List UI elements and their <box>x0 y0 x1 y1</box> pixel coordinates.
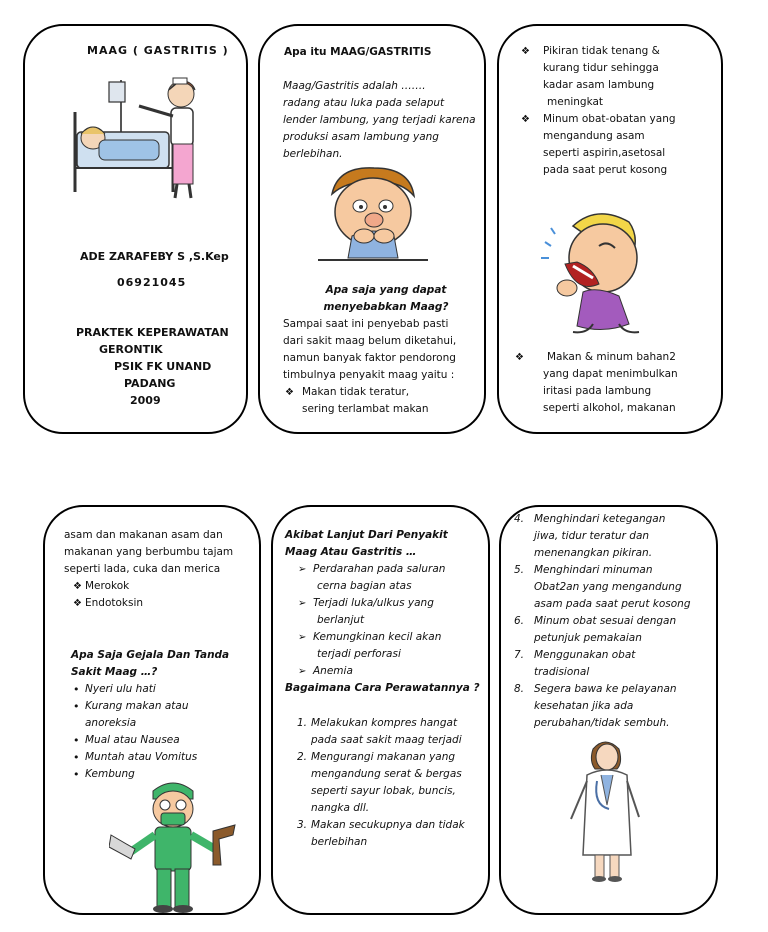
care-number: 7. <box>514 649 525 661</box>
care-warm-compress: Melakukan kompres hangat pada saat sakit maag terjadi <box>311 717 462 746</box>
care-avoid-acidic-drinks: Menghindari minuman Obat2an yang mengandung asam pada saat perut kosong <box>534 564 691 610</box>
org-line-3: PSIK FK UNAND <box>114 360 212 373</box>
complication-bleeding: Perdarahan pada saluran cerna bagian atas <box>313 563 446 592</box>
diamond-bullet-icon: ❖ <box>521 114 530 125</box>
panel-symptoms <box>43 505 261 915</box>
diamond-bullet-icon: ❖ <box>73 581 82 592</box>
care-number: 3. <box>297 819 308 831</box>
arrow-bullet-icon: ➢ <box>298 632 307 643</box>
symptom-bloating: Kembung <box>85 768 135 780</box>
author-name: ADE ZARAFEBY S ,S.Kep <box>80 250 229 263</box>
cause-endotoxin: Endotoksin <box>85 597 144 609</box>
org-line-4: PADANG <box>124 377 176 390</box>
cause-smoking: Merokok <box>85 580 130 592</box>
care-avoid-stress: Menghindari ketegangan jiwa, tidur teratur dan menenangkan pikiran. <box>534 513 666 559</box>
care-number: 2. <box>297 751 308 763</box>
sick-man-illustration <box>318 164 428 264</box>
org-line-2: GERONTIK <box>99 343 163 356</box>
care-heading: Bagaimana Cara Perawatannya ? <box>285 682 480 694</box>
complication-ulcer: Terjadi luka/ulkus yang berlanjut <box>313 597 434 626</box>
symptom-anorexia: anoreksia <box>85 717 137 729</box>
cause-irregular-eating: Makan tidak teratur, sering terlambat makan <box>302 386 429 415</box>
complications-heading-line1: Akibat Lanjut Dari Penyakit <box>285 529 448 541</box>
panel-care-continued <box>499 505 718 915</box>
care-number: 6. <box>514 615 525 627</box>
doctor-illustration <box>567 735 647 885</box>
care-eat-moderately: Makan secukupnya dan tidak berlebihan <box>311 819 465 848</box>
arrow-bullet-icon: ➢ <box>298 564 307 575</box>
care-number: 4. <box>514 513 525 525</box>
bullet-dot: • <box>73 768 80 781</box>
care-number: 1. <box>297 717 308 729</box>
crying-man-illustration <box>533 206 653 336</box>
care-reduce-fiber: Mengurangi makanan yang mengandung serat & bergas seperti sayur lobak, buncis, nangka dll. <box>311 751 462 814</box>
panel-definition <box>258 24 486 434</box>
bullet-dot: • <box>73 683 80 696</box>
bullet-dot: • <box>73 751 80 764</box>
causes-question-line2: menyebabkan Maag? <box>323 301 449 313</box>
care-number: 8. <box>514 683 525 695</box>
student-id: 06921045 <box>117 276 187 289</box>
org-line-1: PRAKTEK KEPERAWATAN <box>76 326 229 339</box>
panel-cover <box>23 24 248 434</box>
symptom-nausea: Mual atau Nausea <box>85 734 180 746</box>
bullet-dot: • <box>73 700 80 713</box>
definition-heading: Apa itu MAAG/GASTRITIS <box>284 46 432 58</box>
org-line-5: 2009 <box>130 394 161 407</box>
diamond-bullet-icon: ❖ <box>285 387 294 398</box>
diamond-bullet-icon: ❖ <box>515 352 524 363</box>
definition-text: Maag/Gastritis adalah ……. radang atau luka pada selaput lender lambung, yang terjadi karena produksi asam lambung yang berlebihan. <box>283 80 476 160</box>
cause-stress: Pikiran tidak tenang & kurang tidur sehingga kadar asam lambung meningkat <box>543 45 660 108</box>
panel-causes-continued <box>497 24 723 434</box>
arrow-bullet-icon: ➢ <box>298 598 307 609</box>
panel-complications-care <box>271 505 490 915</box>
causes-question-line1: Apa saja yang dapat <box>325 284 447 296</box>
patient-nurse-illustration <box>69 72 219 202</box>
complications-heading-line2: Maag Atau Gastritis … <box>285 546 417 558</box>
care-seek-help: Segera bawa ke pelayanan kesehatan jika ada perubahan/tidak sembuh. <box>534 683 677 729</box>
leaflet-title: MAAG ( GASTRITIS ) <box>87 44 229 57</box>
symptoms-heading-line2: Sakit Maag …? <box>71 666 158 678</box>
arrow-bullet-icon: ➢ <box>298 666 307 677</box>
cause-irritant-food: Makan & minum bahan2 yang dapat menimbulkan iritasi pada lambung seperti alkohol, makanan <box>543 351 678 414</box>
care-number: 5. <box>514 564 525 576</box>
bullet-dot: • <box>73 734 80 747</box>
surgeon-with-tools-illustration <box>109 775 239 915</box>
causes-intro: Sampai saat ini penyebab pasti dari sakit maag belum diketahui, namun banyak faktor pendorong timbulnya penyakit maag yaitu : <box>283 318 457 381</box>
irritant-food-continued: asam dan makanan asam dan makanan yang berbumbu tajam seperti lada, cuka dan merica <box>64 529 234 575</box>
symptoms-heading-line1: Apa Saja Gejala Dan Tanda <box>71 649 230 661</box>
symptom-appetite: Kurang makan atau <box>85 700 189 712</box>
diamond-bullet-icon: ❖ <box>521 46 530 57</box>
symptom-heartburn: Nyeri ulu hati <box>85 683 156 695</box>
cause-acidic-medication: Minum obat-obatan yang mengandung asam seperti aspirin,asetosal pada saat perut kosong <box>543 113 676 176</box>
symptom-vomiting: Muntah atau Vomitus <box>85 751 198 763</box>
diamond-bullet-icon: ❖ <box>73 598 82 609</box>
complication-anemia: Anemia <box>313 665 353 677</box>
complication-perforation: Kemungkinan kecil akan terjadi perforasi <box>313 631 442 660</box>
care-follow-prescription: Minum obat sesuai dengan petunjuk pemakaian <box>534 615 677 644</box>
care-traditional-medicine: Menggunakan obat tradisional <box>534 649 636 678</box>
